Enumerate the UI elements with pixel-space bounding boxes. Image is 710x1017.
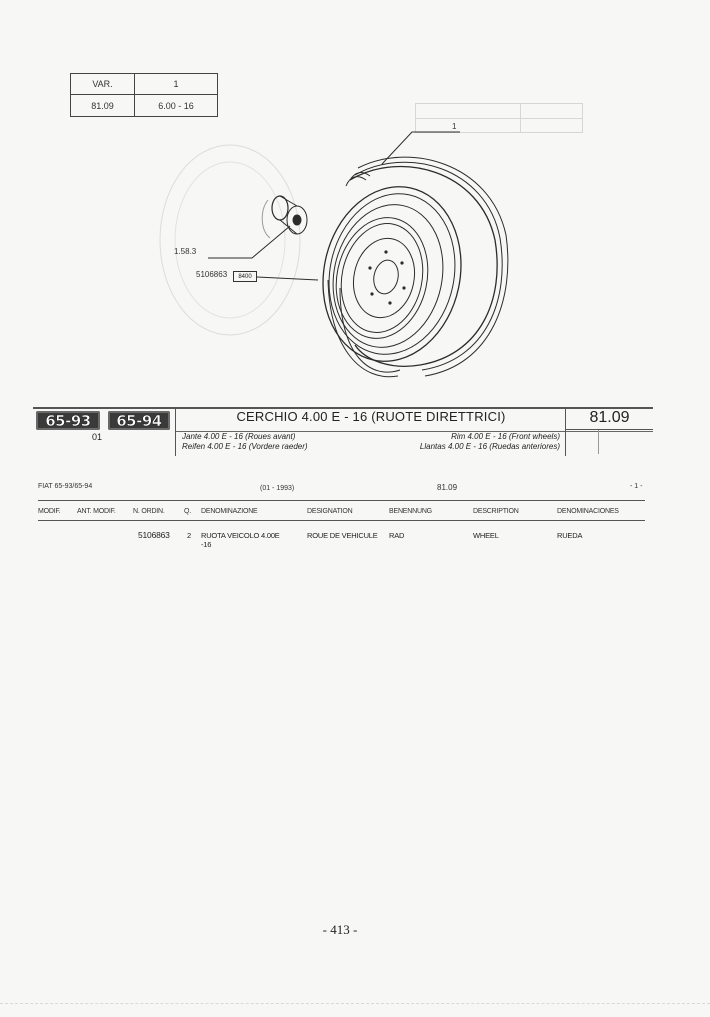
description-es: Llantas 4.00 E - 16 (Ruedas anteriores) [419,442,560,451]
callout-part-number: 5106863 [196,270,228,279]
callout-1-58-3: 1.58.3 [174,247,197,256]
table-top-rule [38,500,645,501]
description-fr-de [182,432,308,452]
page-number: - 413 - [322,922,358,937]
callout-box: 8400 [233,271,257,282]
var-row-size: 6.00 - 16 [158,100,194,111]
col-denominazione: DENOMINAZIONE [201,508,258,515]
col-description: DESCRIPTION [473,508,519,515]
model-info: FIAT 65-93/65-94 [38,483,93,490]
col-designation: DESIGNATION [307,508,353,515]
model-badge-65-94: 65-94 [108,411,170,430]
table-header-rule [38,520,645,521]
cell-benennung: RAD [389,531,405,540]
version-code: 01 [92,432,103,442]
col-denominaciones: DENOMINACIONES [557,508,619,515]
cell-designation: ROUE DE VEHICULE [307,531,378,540]
cell-qty: 2 [187,531,191,540]
col-ant-modif: ANT. MODIF. [77,508,116,515]
cell-n-ordin: 5106863 [138,530,170,540]
wheel-rim-drawing [150,120,510,390]
var-row-code: 81.09 [71,95,135,116]
cell-description: WHEEL [473,531,499,540]
col-n-ordin: N. ORDIN. [133,508,165,515]
date-info: (01 - 1993) [260,485,295,492]
cell-denominazione: RUOTA VEICOLO 4.00E -16 [201,531,280,549]
group-code-rule [565,430,566,456]
callout-1: 1 [452,122,457,131]
group-code-rule-2 [598,430,599,454]
description-de: Reifen 4.00 E - 16 (Vordere raeder) [182,442,308,451]
col-qty: Q. [184,508,191,515]
col-benennung: BENENNUNG [389,508,432,515]
page-info: - 1 - [630,483,643,490]
cell-denominaciones: RUEDA [557,531,583,540]
group-info: 81.09 [437,483,458,492]
variant-table [70,73,218,117]
section-title: CERCHIO 4.00 E - 16 (RUOTE DIRETTRICI) [236,409,506,424]
var-header-value: 1 [135,74,217,95]
var-header-label: VAR. [71,74,135,95]
description-en-es [360,432,560,452]
model-badge-65-93: 65-93 [36,411,100,430]
col-modif: MODIF. [38,508,61,515]
description-fr: Jante 4.00 E - 16 (Roues avant) [182,432,296,441]
scan-edge [0,1003,710,1004]
description-en: Rim 4.00 E - 16 (Front wheels) [451,432,560,441]
group-code: 81.09 [565,407,653,430]
